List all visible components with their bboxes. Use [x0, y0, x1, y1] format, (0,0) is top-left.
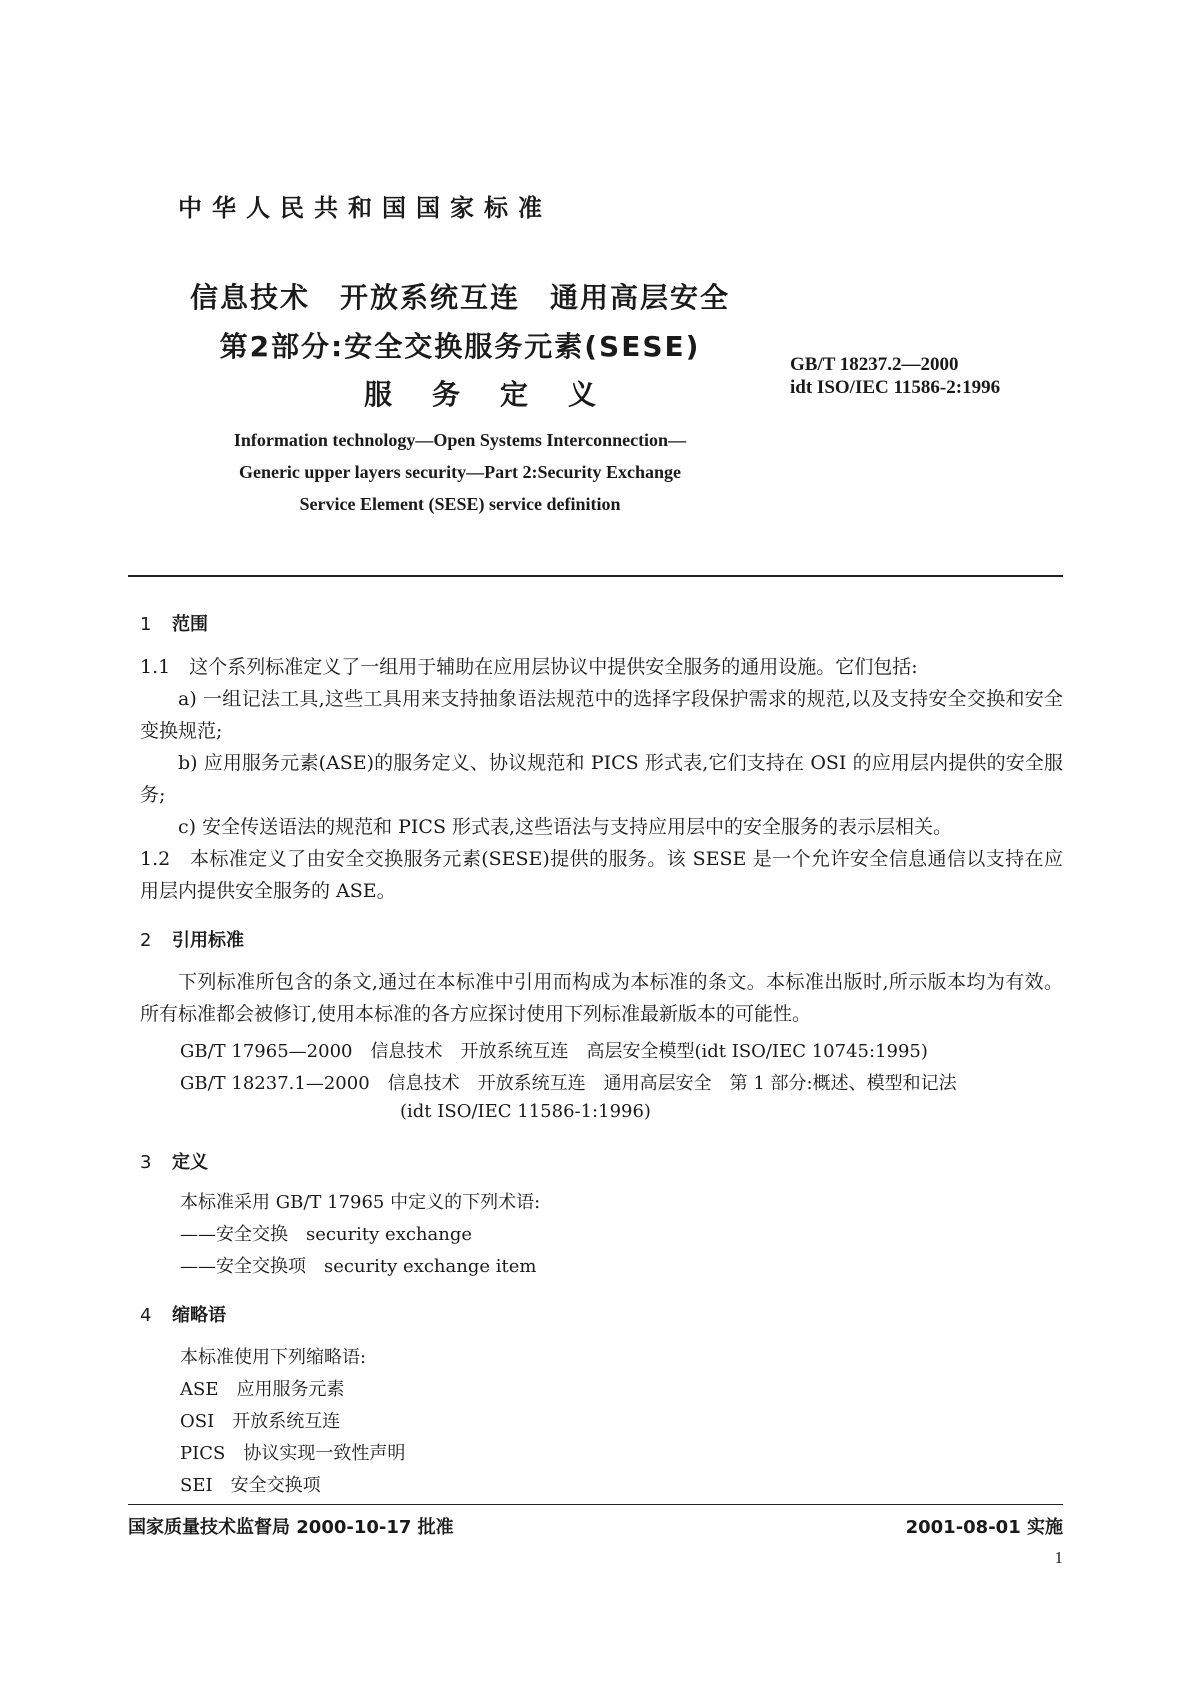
- english-title-line-2: Generic upper layers security—Part 2:Security Exchange: [238, 462, 682, 482]
- section-3-title: 定义: [172, 1152, 208, 1173]
- page-number: 1: [1054, 1548, 1063, 1567]
- section-2-number: 2: [140, 930, 152, 951]
- english-title-line-1: Information technology—Open Systems Interconnection—: [233, 430, 687, 450]
- implementation-date: 2001-08-01 实施: [905, 1517, 1063, 1538]
- reference-gb-t-17965: GB/T 17965—2000 信息技术 开放系统互连 高层安全模型(idt ISO/IEC 10745:1995): [180, 1041, 928, 1062]
- clause-1-1: 1.1 这个系列标准定义了一组用于辅助在应用层协议中提供安全服务的通用设施。它们包括:: [140, 656, 918, 678]
- national-standard-label: 中华人民共和国国家标准: [178, 194, 552, 222]
- abbreviation-meaning: 安全交换项: [230, 1475, 321, 1496]
- section-3-number: 3: [140, 1152, 152, 1173]
- standard-number: GB/T 18237.2—2000: [790, 354, 959, 375]
- chinese-title-line-2: 第2部分:安全交换服务元素(SESE): [219, 330, 701, 363]
- section-2-intro: 下列标准所包含的条文,通过在本标准中引用而构成为本标准的条文。本标准出版时,所示版本均为有效。所有标准都会被修订,使用本标准的各方应探讨使用下列标准最新版本的可能性。: [140, 971, 1063, 1025]
- reference-gb-t-18237-1: GB/T 18237.1—2000 信息技术 开放系统互连 通用高层安全 第 1 部分:概述、模型和记法: [180, 1073, 957, 1094]
- abbreviation-code: OSI: [180, 1411, 215, 1432]
- abbreviation-meaning: 协议实现一致性声明: [243, 1443, 406, 1464]
- list-item-c: c) 安全传送语法的规范和 PICS 形式表,这些语法与支持应用层中的安全服务的表示层相关。: [178, 816, 953, 838]
- section-4-number: 4: [140, 1305, 152, 1326]
- clause-1-2: 1.2 本标准定义了由安全交换服务元素(SESE)提供的服务。该 SESE 是一个允许安全信息通信以支持在应用层内提供安全服务的 ASE。: [140, 848, 1063, 902]
- list-item-b: b) 应用服务元素(ASE)的服务定义、协议规范和 PICS 形式表,它们支持在 OSI 的应用层内提供的安全服务;: [140, 752, 1063, 806]
- section-1-number: 1: [140, 614, 152, 635]
- section-1-body: [140, 651, 1063, 907]
- section-3-intro: 本标准采用 GB/T 17965 中定义的下列术语:: [180, 1192, 541, 1213]
- section-1-heading: [140, 610, 208, 636]
- abbreviation-meaning: 应用服务元素: [236, 1379, 345, 1400]
- section-2-heading: [140, 926, 244, 952]
- list-item-a: a) 一组记法工具,这些工具用来支持抽象语法规范中的选择字段保护需求的规范,以及支持安全交换和安全变换规范;: [140, 688, 1063, 742]
- section-3-heading: [140, 1148, 208, 1174]
- abbreviation-row: [180, 1375, 344, 1401]
- abbreviation-row: [180, 1439, 405, 1465]
- abbreviation-code: PICS: [180, 1443, 226, 1464]
- section-4-title: 缩略语: [172, 1305, 226, 1326]
- term-security-exchange-item: ——安全交换项 security exchange item: [180, 1256, 537, 1277]
- chinese-title-line-1: 信息技术 开放系统互连 通用高层安全: [189, 281, 730, 314]
- approval-line: 国家质量技术监督局 2000-10-17 批准: [128, 1517, 454, 1538]
- iso-equivalence: idt ISO/IEC 11586-2:1996: [790, 377, 1001, 398]
- abbreviation-code: ASE: [180, 1379, 219, 1400]
- section-1-title: 范围: [172, 614, 208, 635]
- reference-gb-t-18237-1-idt: (idt ISO/IEC 11586-1:1996): [400, 1101, 651, 1122]
- footer-divider: [128, 1504, 1063, 1505]
- chinese-title-line-3: 服务定义: [363, 378, 636, 411]
- header-divider: [128, 575, 1063, 577]
- english-title-line-3: Service Element (SESE) service definition: [299, 494, 621, 514]
- term-security-exchange: ——安全交换 security exchange: [180, 1224, 473, 1245]
- section-2-title: 引用标准: [172, 930, 244, 951]
- section-4-intro: 本标准使用下列缩略语:: [180, 1347, 367, 1368]
- abbreviation-row: [180, 1471, 321, 1497]
- abbreviation-meaning: 开放系统互连: [232, 1411, 341, 1432]
- abbreviation-code: SEI: [180, 1475, 213, 1496]
- abbreviation-row: [180, 1407, 340, 1433]
- section-4-heading: [140, 1301, 226, 1327]
